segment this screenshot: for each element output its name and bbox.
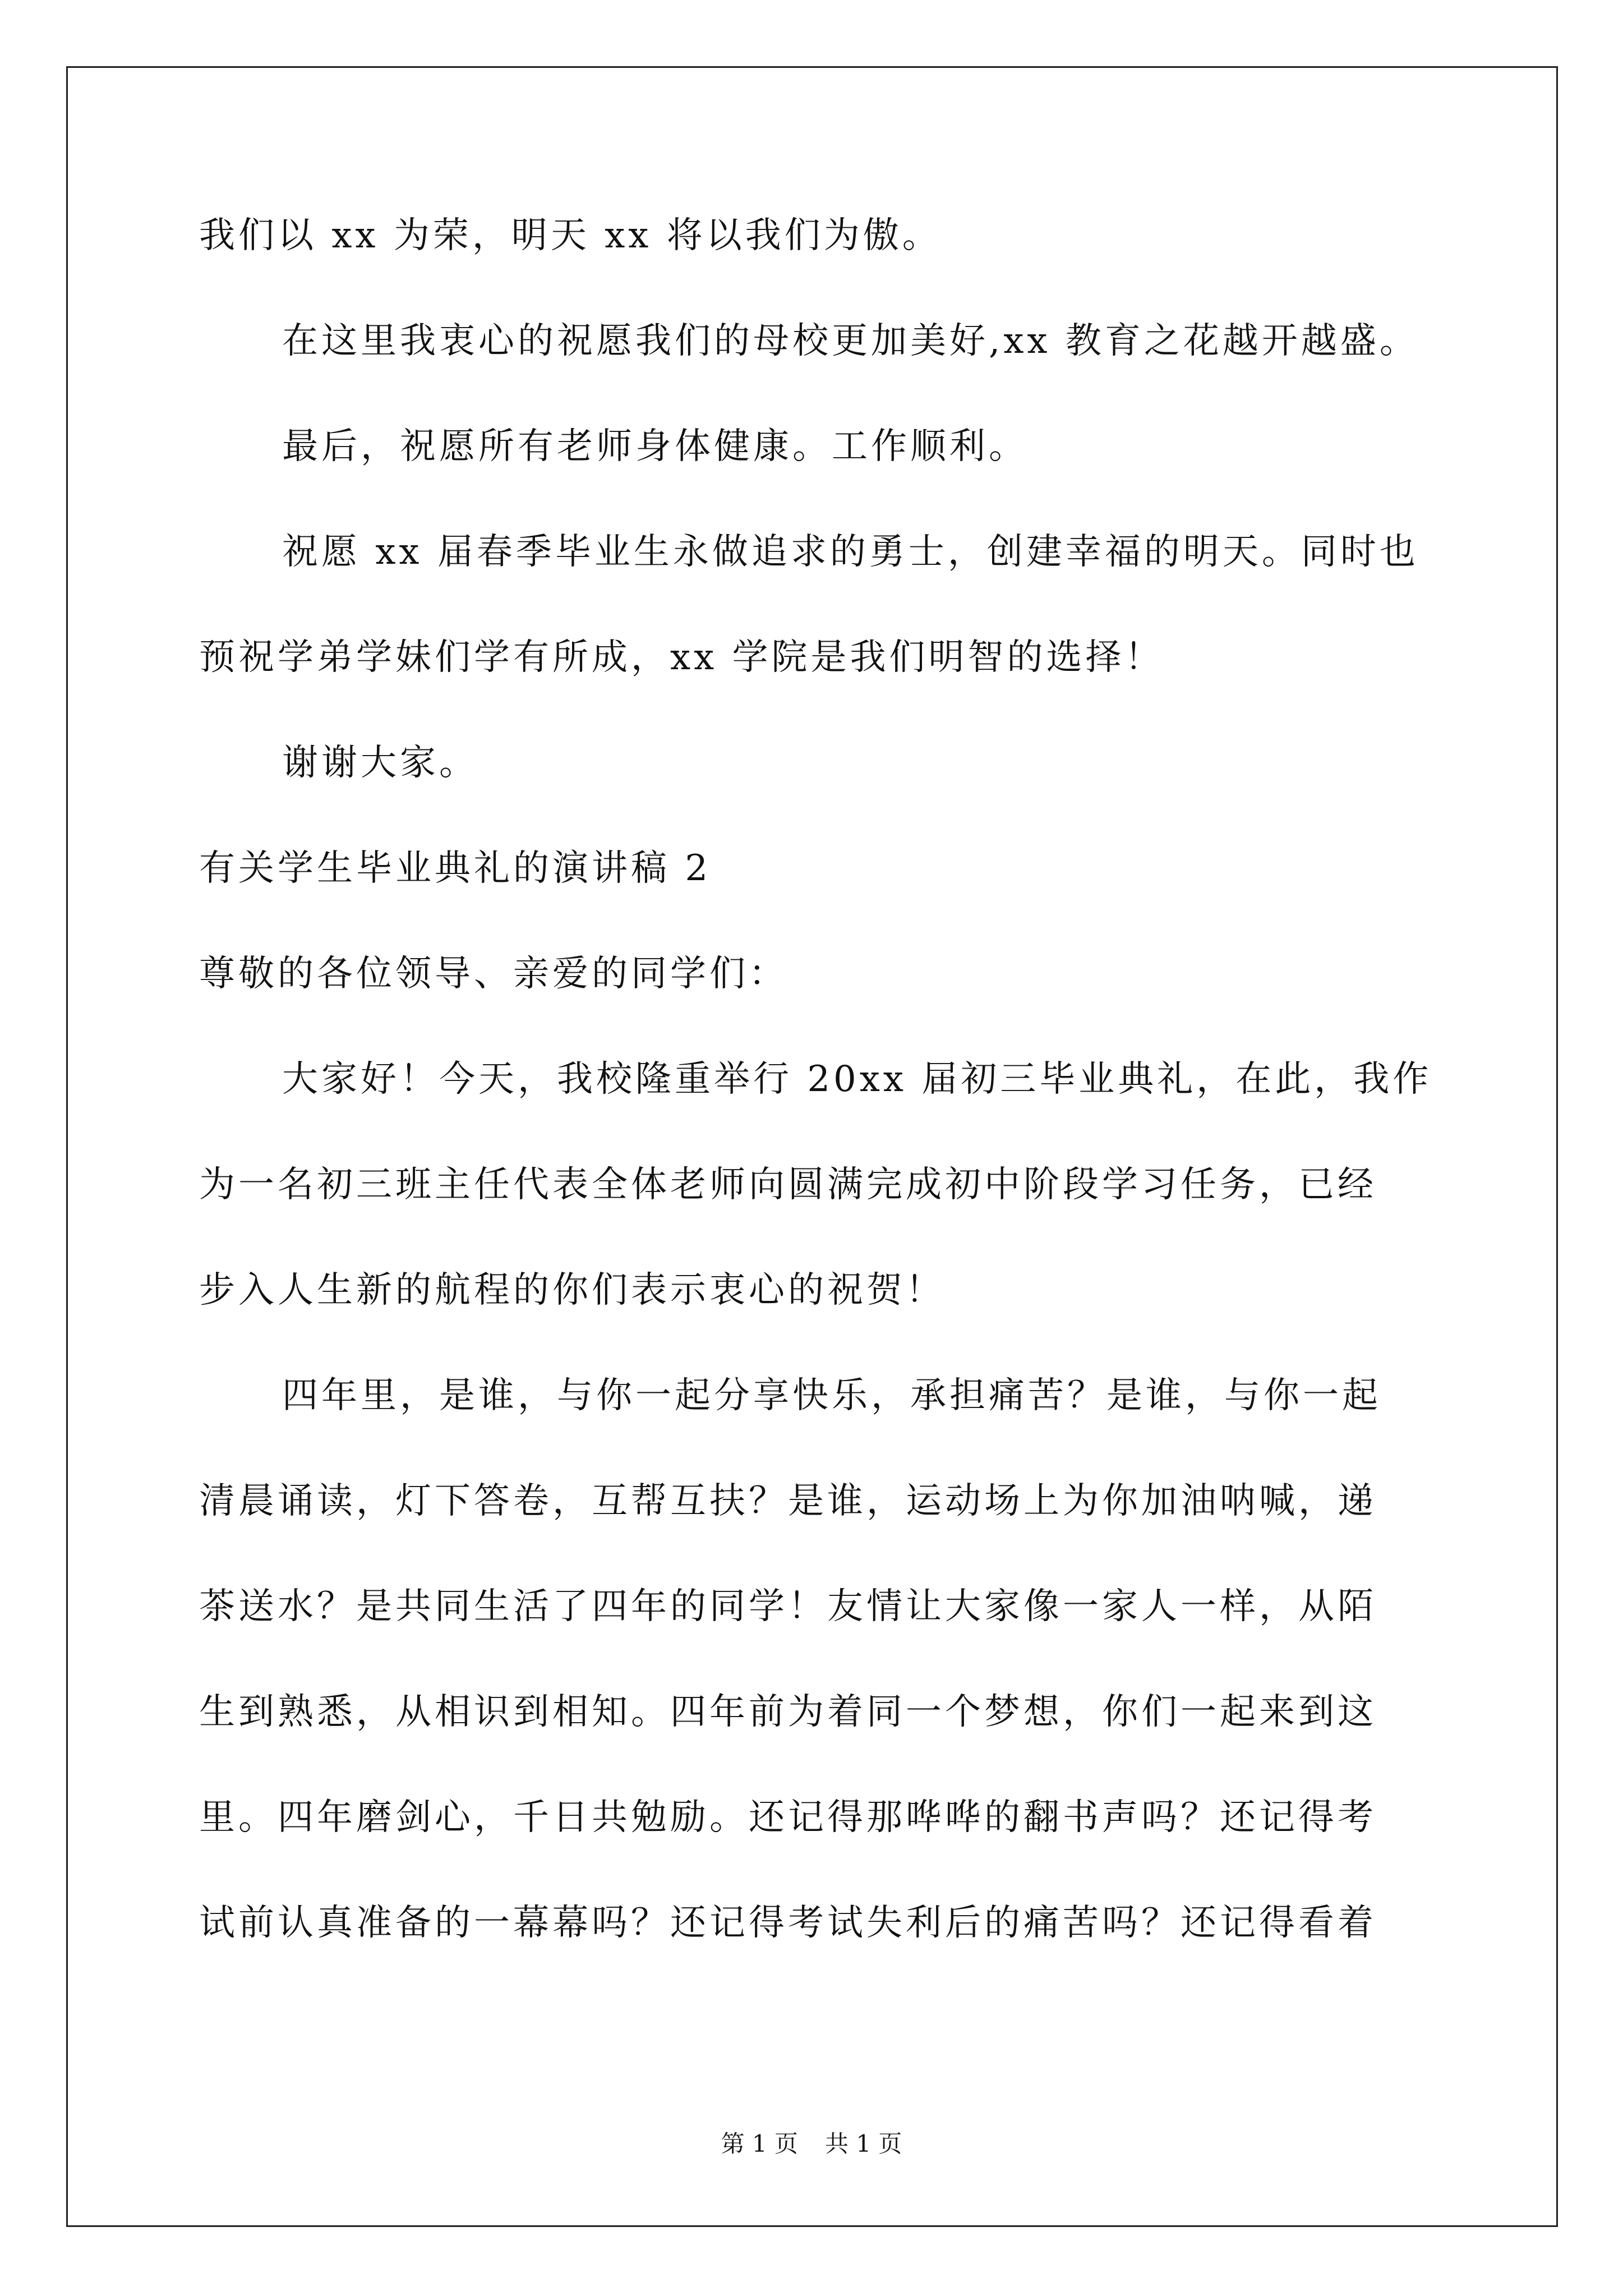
text-line: 谢谢大家。 [282, 742, 478, 784]
text-line: 最后，祝愿所有老师身体健康。工作顺利。 [282, 426, 1028, 467]
text-line: 生到熟悉，从相识到相知。四年前为着同一个梦想，你们一起来到这 [199, 1691, 1377, 1733]
text-line: 大家好！今天，我校隆重举行 20xx 届初三毕业典礼，在此，我作 [282, 1059, 1432, 1100]
text-line: 预祝学弟学妹们学有所成，xx 学院是我们明智的选择！ [199, 637, 1164, 678]
text-line: 试前认真准备的一幕幕吗？还记得考试失利后的痛苦吗？还记得看着 [199, 1902, 1377, 1944]
page-footer [0, 2127, 1623, 2161]
text-line: 祝愿 xx 届春季毕业生永做追求的勇士，创建幸福的明天。同时也 [282, 531, 1419, 573]
text-line: 茶送水？是共同生活了四年的同学！友情让大家像一家人一样，从陌 [199, 1586, 1377, 1627]
text-line: 步入人生新的航程的你们表示衷心的祝贺！ [199, 1269, 945, 1311]
text-line: 清晨诵读，灯下答卷，互帮互扶？是谁，运动场上为你加油呐喊，递 [199, 1480, 1377, 1522]
salutation: 尊敬的各位领导、亲爱的同学们： [199, 953, 788, 995]
text-line: 里。四年磨剑心，千日共勉励。还记得那哗哗的翻书声吗？还记得考 [199, 1797, 1377, 1838]
text-line: 为一名初三班主任代表全体老师向圆满完成初中阶段学习任务，已经 [199, 1164, 1377, 1205]
text-line: 我们以 xx 为荣，明天 xx 将以我们为傲。 [199, 215, 942, 256]
page-number: 第 1 页 [721, 2130, 798, 2157]
page-total: 共 1 页 [825, 2130, 902, 2157]
text-line: 在这里我衷心的祝愿我们的母校更加美好,xx 教育之花越开越盛。 [282, 320, 1419, 362]
text-line: 四年里，是谁，与你一起分享快乐，承担痛苦？是谁，与你一起 [282, 1375, 1381, 1416]
section-heading: 有关学生毕业典礼的演讲稿 2 [199, 848, 712, 889]
